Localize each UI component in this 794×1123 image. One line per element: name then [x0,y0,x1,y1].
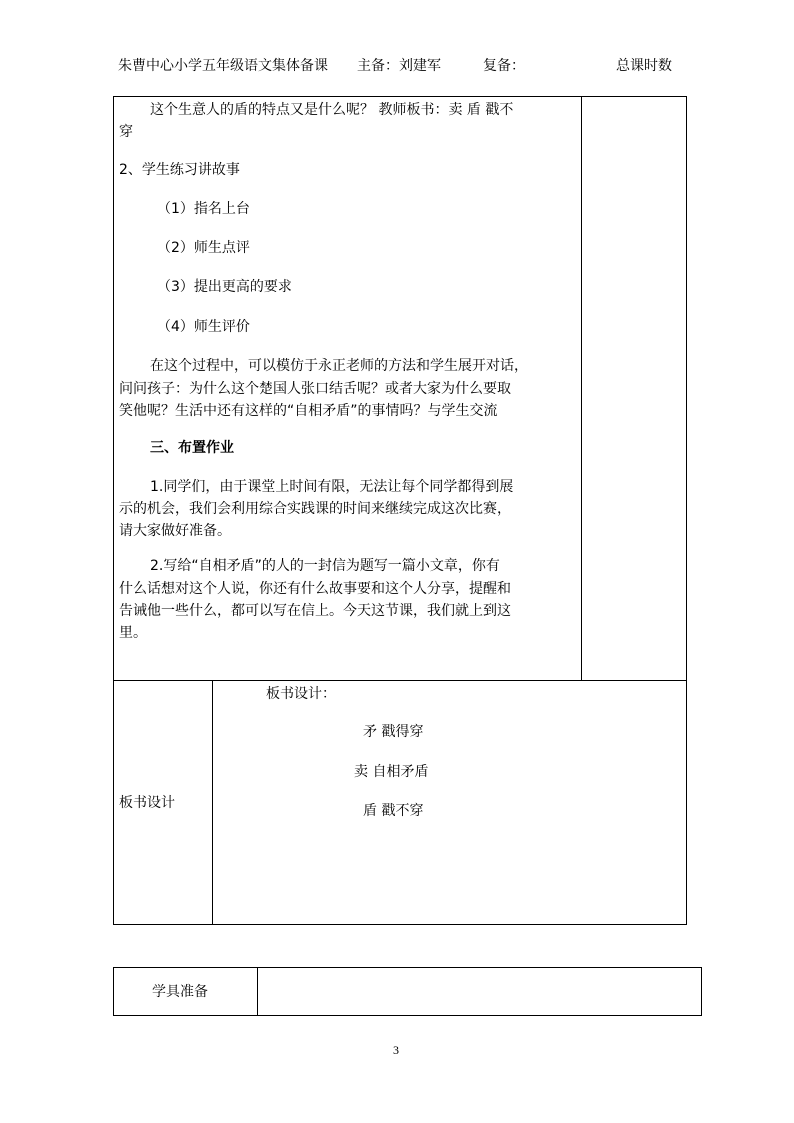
step-sub-item: （1）指名上台 [157,201,250,217]
supplies-divider [257,967,258,1016]
paragraph-line: 在这个过程中，可以模仿于永正老师的方法和学生展开对话， [150,358,528,374]
board-row: 盾 戳不穿 [363,803,424,819]
header-review: 复备： [483,58,525,74]
paragraph-line: 告诫他一些什么，都可以写在信上。今天这节课，我们就上到这 [119,603,511,619]
step-sub-item: （2）师生点评 [157,240,250,256]
step-sub-item: （4）师生评价 [157,319,250,335]
paragraph-line: 里。 [119,625,147,641]
paragraph-line: 问问孩子：为什么这个楚国人张口结舌呢？或者大家为什么要取 [119,381,511,397]
paragraph-line: 示的机会，我们会利用综合实践课的时间来继续完成这次比赛， [119,501,511,517]
paragraph-line: 笑他呢？生活中还有这样的“自相矛盾”的事情吗？与学生交流 [119,403,498,419]
supplies-label: 学具准备 [152,984,208,1000]
content-line: 穿 [119,124,133,140]
main-table-row-divider [113,680,687,681]
paragraph-line: 2.写给“自相矛盾”的人的一封信为题写一篇小文章，你有 [150,558,500,574]
paragraph-line: 什么话想对这个人说，你还有什么故事要和这个人分享，提醒和 [119,581,511,597]
board-design-label: 板书设计 [119,795,175,811]
board-row: 矛 戳得穿 [363,724,424,740]
paragraph-line: 1.同学们，由于课堂上时间有限，无法让每个同学都得到展 [150,479,514,495]
page-number: 3 [393,1043,399,1057]
step-heading: 2、学生练习讲故事 [119,162,240,178]
paragraph-line: 请大家做好准备。 [119,523,231,539]
board-label-divider [212,680,213,925]
board-row: 卖 自相矛盾 [354,764,429,780]
header-course: 朱曹中心小学五年级语文集体备课 [118,58,328,74]
content-line: 这个生意人的盾的特点又是什么呢？ 教师板书：卖 盾 戳不 [150,102,514,118]
header-lead-teacher: 主备：刘建军 [357,58,441,74]
board-design-title: 板书设计： [266,686,336,702]
step-sub-item: （3）提出更高的要求 [157,279,292,295]
section-heading: 三、布置作业 [150,440,234,456]
main-table-right-divider [581,96,582,681]
header-total-lessons: 总课时数 [616,58,672,74]
